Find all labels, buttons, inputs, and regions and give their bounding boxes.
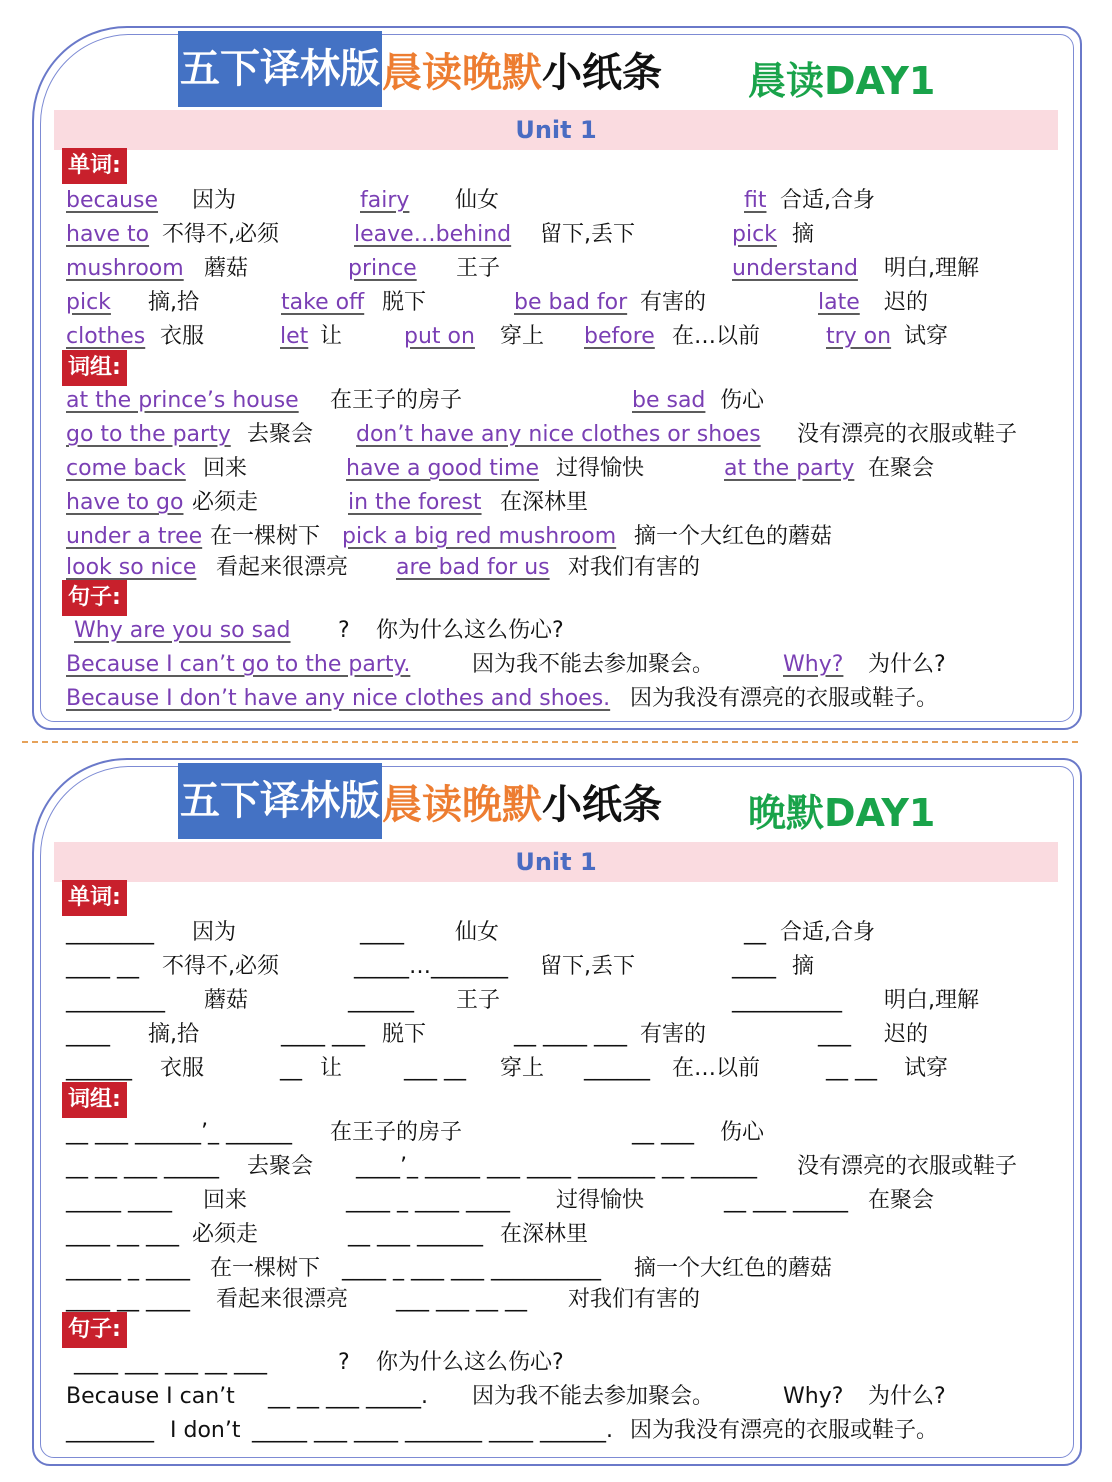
day-label: 晚默DAY1 (748, 791, 936, 835)
phrase-en: have a good time (346, 456, 539, 481)
word-cn: 不得不,必须 (162, 222, 279, 247)
phrase-cn: 在深林里 (500, 1222, 589, 1247)
word-blank[interactable]: ______ (584, 1056, 650, 1081)
unit-bar: Unit 1 (54, 842, 1058, 882)
phrase-cn: 看起来很漂亮 (216, 1287, 349, 1312)
word-cn: 让 (320, 1056, 343, 1081)
phrase-blank[interactable]: _____ ____ (66, 1188, 172, 1213)
sentence-blank[interactable]: _____ ___ ____ _______ ____ ______. (252, 1418, 613, 1443)
phrase-en: have to go (66, 490, 184, 515)
word-en: take off (281, 290, 365, 315)
day-label: 晨读DAY1 (748, 59, 936, 103)
phrase-blank[interactable]: __ ___ (632, 1120, 694, 1145)
word-cn: 衣服 (160, 324, 205, 349)
word-cn: 仙女 (455, 188, 500, 213)
word-cn: 蘑菇 (204, 988, 249, 1013)
sentence-en: Because I don’t have any nice clothes and shoes. (66, 686, 611, 711)
word-cn: 有害的 (640, 290, 707, 315)
section-sentences: 句子: (62, 580, 127, 616)
sentence-en: Because I can’t go to the party. (66, 652, 411, 677)
word-en: be bad for (514, 290, 628, 315)
word-cn: 在…以前 (672, 1056, 761, 1081)
phrase-cn: 对我们有害的 (568, 555, 701, 580)
word-en: understand (732, 256, 858, 281)
phrase-blank[interactable]: ____’_ _____ ___ ____ _______ __ ______ (356, 1154, 757, 1179)
phrase-cn: 回来 (203, 456, 248, 481)
phrase-blank[interactable]: __ __ ___ _____ (66, 1154, 219, 1179)
title-part-reading: 晨读晚默 (382, 49, 542, 96)
word-cn: 因为 (192, 188, 237, 213)
sentence-prompt: Why? (783, 1384, 844, 1409)
phrase-cn: 回来 (203, 1188, 248, 1213)
word-en: pick (732, 222, 777, 247)
word-cn: 明白,理解 (884, 988, 979, 1013)
unit-bar: Unit 1 (54, 110, 1058, 150)
phrase-en: look so nice (66, 555, 197, 580)
word-cn: 合适,合身 (780, 920, 875, 945)
phrase-en: be sad (632, 388, 706, 413)
word-cn: 王子 (456, 988, 501, 1013)
word-blank[interactable]: ____ (732, 954, 776, 979)
sentence-cn: 你为什么这么伤心? (376, 618, 564, 643)
word-cn: 摘,拾 (148, 290, 199, 315)
word-cn: 衣服 (160, 1056, 205, 1081)
phrase-cn: 在一棵树下 (210, 1256, 321, 1281)
title-part-note: 小纸条 (542, 49, 662, 96)
word-cn: 有害的 (640, 1022, 707, 1047)
word-cn: 试穿 (904, 324, 949, 349)
section-words: 单词: (62, 880, 127, 916)
phrase-en: pick a big red mushroom (342, 524, 617, 549)
sentence-mark: ? (338, 618, 350, 643)
phrase-en: don’t have any nice clothes or shoes (356, 422, 761, 447)
sentence-prompt: Because I can’t (66, 1384, 235, 1409)
word-blank[interactable]: ____ (66, 1022, 110, 1047)
phrase-cn: 看起来很漂亮 (216, 555, 349, 580)
phrase-cn: 伤心 (720, 1120, 765, 1145)
word-blank[interactable]: ____ ___ (281, 1022, 365, 1047)
word-blank[interactable]: __ __ (826, 1056, 877, 1081)
phrase-cn: 在一棵树下 (210, 524, 321, 549)
phrase-cn: 没有漂亮的衣服或鞋子 (797, 422, 1018, 447)
phrase-cn: 去聚会 (247, 1154, 314, 1179)
word-cn: 在…以前 (672, 324, 761, 349)
phrase-blank[interactable]: ___ ___ __ __ (396, 1287, 527, 1312)
phrase-en: at the party (724, 456, 855, 481)
word-blank[interactable]: ______ (348, 988, 414, 1013)
sentence-mark: ? (338, 1350, 350, 1375)
word-en: pick (66, 290, 111, 315)
section-phrases: 词组: (62, 350, 127, 386)
phrase-blank[interactable]: __ ___ ______ (348, 1222, 483, 1247)
word-cn: 让 (320, 324, 343, 349)
word-cn: 不得不,必须 (162, 954, 279, 979)
sentence-blank[interactable]: ________ (66, 1418, 154, 1443)
word-cn: 因为 (192, 920, 237, 945)
word-cn: 迟的 (884, 1022, 929, 1047)
sentence-cn: 你为什么这么伤心? (376, 1350, 564, 1375)
phrase-en: are bad for us (396, 555, 550, 580)
word-en: fit (744, 188, 767, 213)
title-part-reading: 晨读晚默 (382, 781, 542, 828)
section-words: 单词: (62, 148, 127, 184)
word-cn: 合适,合身 (780, 188, 875, 213)
phrase-en: come back (66, 456, 186, 481)
phrase-cn: 必须走 (192, 1222, 259, 1247)
sentence-en: Why are you so sad (74, 618, 291, 643)
word-cn: 摘,拾 (148, 1022, 199, 1047)
sentence-en: Why? (783, 652, 844, 677)
word-blank[interactable]: __ (280, 1056, 302, 1081)
word-blank[interactable]: ___ (818, 1022, 851, 1047)
phrase-cn: 没有漂亮的衣服或鞋子 (797, 1154, 1018, 1179)
sentence-cn: 为什么? (868, 652, 946, 677)
word-cn: 留下,丢下 (540, 222, 635, 247)
word-cn: 脱下 (382, 290, 427, 315)
phrase-cn: 伤心 (720, 388, 765, 413)
phrase-en: under a tree (66, 524, 203, 549)
phrase-cn: 摘一个大红色的蘑菇 (634, 524, 833, 549)
dashed-divider (22, 741, 1078, 743)
card1-title (178, 28, 662, 110)
section-sentences: 句子: (62, 1312, 127, 1348)
word-en: clothes (66, 324, 146, 349)
word-cn: 留下,丢下 (540, 954, 635, 979)
phrase-cn: 对我们有害的 (568, 1287, 701, 1312)
phrase-cn: 在聚会 (868, 456, 935, 481)
sentence-cn: 因为我没有漂亮的衣服或鞋子。 (630, 686, 939, 711)
sentence-blank[interactable]: ____ ___ ___ __ ___ (74, 1350, 267, 1375)
word-en: have to (66, 222, 150, 247)
word-blank[interactable]: ____ (360, 920, 404, 945)
word-blank[interactable]: _____…_______ (354, 954, 508, 979)
phrase-blank[interactable]: ____ _ ___ ___ __________ (342, 1256, 601, 1281)
word-cn: 穿上 (500, 1056, 545, 1081)
word-en: before (584, 324, 655, 349)
phrase-blank[interactable]: ____ __ ___ (66, 1222, 179, 1247)
word-cn: 迟的 (884, 290, 929, 315)
word-en: prince (348, 256, 417, 281)
word-blank[interactable]: __ (744, 920, 766, 945)
word-cn: 穿上 (500, 324, 545, 349)
word-en: late (818, 290, 860, 315)
word-en: because (66, 188, 159, 213)
phrase-blank[interactable]: ____ __ ____ (66, 1287, 190, 1312)
phrase-cn: 过得愉快 (556, 1188, 645, 1213)
section-phrases: 词组: (62, 1082, 127, 1118)
word-blank[interactable]: ___ __ (404, 1056, 466, 1081)
phrase-cn: 在聚会 (868, 1188, 935, 1213)
phrase-cn: 必须走 (192, 490, 259, 515)
word-en: fairy (360, 188, 410, 213)
phrase-cn: 在深林里 (500, 490, 589, 515)
phrase-en: at the prince’s house (66, 388, 299, 413)
word-en: let (280, 324, 309, 349)
sentence-cn: 因为我没有漂亮的衣服或鞋子。 (630, 1418, 939, 1443)
word-cn: 摘 (792, 222, 815, 247)
word-blank[interactable]: ________ (66, 920, 154, 945)
phrase-en: in the forest (348, 490, 482, 515)
sentence-cn: 为什么? (868, 1384, 946, 1409)
phrase-cn: 在王子的房子 (330, 1120, 463, 1145)
phrase-blank[interactable]: ____ _ ____ ____ (346, 1188, 510, 1213)
sentence-prompt: I don’t (170, 1418, 241, 1443)
phrase-cn: 在王子的房子 (330, 388, 463, 413)
word-blank[interactable]: _________ (66, 988, 165, 1013)
card2-title (178, 760, 662, 842)
word-cn: 仙女 (455, 920, 500, 945)
word-blank[interactable]: __________ (732, 988, 842, 1013)
word-cn: 王子 (456, 256, 501, 281)
word-en: mushroom (66, 256, 184, 281)
word-blank[interactable]: ____ __ (66, 954, 139, 979)
word-en: leave…behind (354, 222, 512, 247)
title-part-grade: 五下译林版 (178, 763, 382, 839)
title-part-note: 小纸条 (542, 781, 662, 828)
phrase-en: go to the party (66, 422, 231, 447)
sentence-cn: 因为我不能去参加聚会。 (472, 1384, 715, 1409)
word-cn: 脱下 (382, 1022, 427, 1047)
word-en: try on (826, 324, 892, 349)
phrase-cn: 去聚会 (247, 422, 314, 447)
sentence-blank[interactable]: __ __ ___ _____. (268, 1384, 428, 1409)
phrase-blank[interactable]: _____ _ ____ (66, 1256, 190, 1281)
word-cn: 明白,理解 (884, 256, 979, 281)
word-blank[interactable]: ______ (66, 1056, 132, 1081)
phrase-cn: 过得愉快 (556, 456, 645, 481)
word-blank[interactable]: __ ____ ___ (514, 1022, 627, 1047)
sentence-cn: 因为我不能去参加聚会。 (472, 652, 715, 677)
phrase-blank[interactable]: __ ___ _____ (724, 1188, 848, 1213)
word-cn: 蘑菇 (204, 256, 249, 281)
word-cn: 摘 (792, 954, 815, 979)
word-en: put on (404, 324, 475, 349)
phrase-blank[interactable]: __ ___ ______’_ ______ (66, 1120, 292, 1145)
title-part-grade: 五下译林版 (178, 31, 382, 107)
word-cn: 试穿 (904, 1056, 949, 1081)
phrase-cn: 摘一个大红色的蘑菇 (634, 1256, 833, 1281)
